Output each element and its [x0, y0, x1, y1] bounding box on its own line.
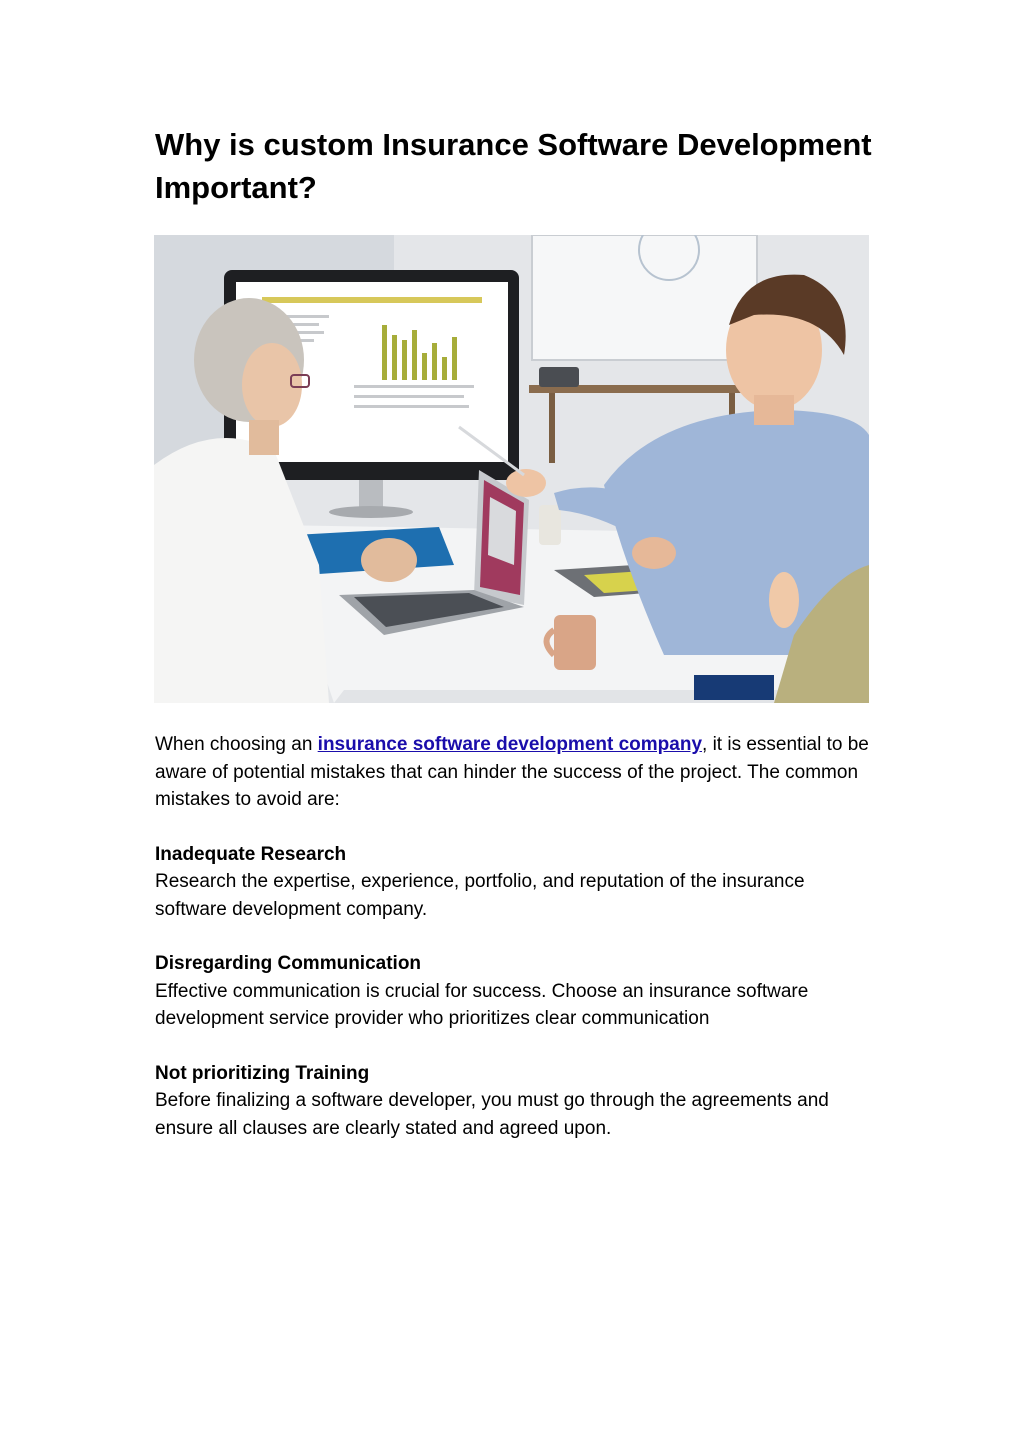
intro-text-after-link: , it is essential to be aware of potential mistakes that can hinder the success of the project. The common mistakes to avoid are: [155, 734, 869, 810]
section-disregarding-communication [155, 950, 875, 1033]
article-body [155, 731, 875, 1169]
page-title: Why is custom Insurance Software Development Important? [155, 127, 872, 205]
intro-paragraph [155, 731, 875, 814]
office-meeting-photo [154, 235, 869, 703]
section-text: Effective communication is crucial for success. Choose an insurance software development service provider who prioritizes clear communication [155, 980, 809, 1029]
section-title: Not prioritizing Training [155, 1062, 370, 1084]
section-text: Research the expertise, experience, portfolio, and reputation of the insurance software development company. [155, 871, 805, 920]
section-not-prioritizing-training [155, 1060, 875, 1143]
section-title: Inadequate Research [155, 843, 347, 865]
section-inadequate-research [155, 841, 875, 924]
section-text: Before finalizing a software developer, you must go through the agreements and ensure all clauses are clearly stated and agreed upon. [155, 1090, 829, 1139]
intro-text-before-link: When choosing an [155, 734, 318, 755]
section-title: Disregarding Communication [155, 953, 422, 974]
insurance-software-company-link[interactable]: insurance software development company [317, 734, 703, 755]
office-meeting-photo-icon [154, 235, 869, 703]
